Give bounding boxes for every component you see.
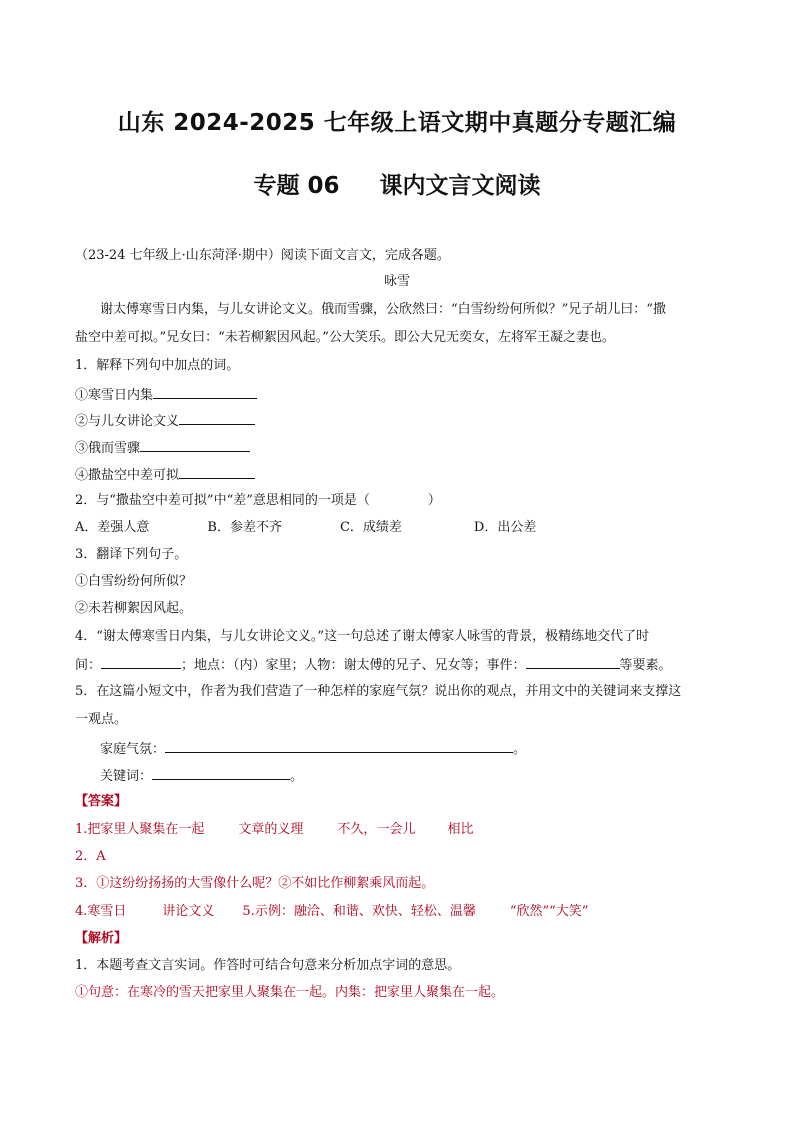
answer-blank[interactable] bbox=[153, 386, 257, 399]
answer-heading: 【答案】 bbox=[75, 794, 128, 809]
question-4: 4．“谢太傅寒雪日内集，与儿女讲论文义。”这一句总述了谢太傅家人咏雪的背景，极精练地交代了时 bbox=[75, 629, 650, 644]
analysis-heading: 【解析】 bbox=[75, 931, 128, 946]
q3-item-2: ②未若柳絮因风起。 bbox=[75, 601, 193, 616]
q1-item-4: ④撒盐空中差可拟 bbox=[75, 466, 255, 484]
answer-2: 2．A bbox=[75, 849, 106, 864]
q5-atmosphere: 家庭气氛： 。 bbox=[100, 742, 527, 757]
option-c[interactable]: C．成绩差 bbox=[339, 520, 402, 535]
topic-heading bbox=[0, 167, 794, 200]
option-b[interactable]: B．参差不齐 bbox=[207, 520, 282, 535]
answer-blank[interactable] bbox=[526, 656, 620, 669]
passage-title: 咏雪 bbox=[383, 274, 410, 289]
q3-item-1: ①白雪纷纷何所似？ bbox=[75, 574, 193, 589]
passage-source: （23-24 七年级上·山东菏泽·期中）阅读下面文言文，完成各题。 bbox=[75, 248, 450, 263]
q1-item-1: ①寒雪日内集 bbox=[75, 386, 257, 404]
answer-blank[interactable] bbox=[152, 767, 290, 780]
question-5-line-2: 一观点。 bbox=[75, 712, 128, 727]
answer-1: 1.把家里人聚集在一起 文章的义理 不久，一会儿 相比 bbox=[75, 822, 474, 837]
q2-options bbox=[75, 520, 536, 536]
question-2: 2．与“撒盐空中差可拟”中“差”意思相同的一项是（ ） bbox=[75, 493, 441, 508]
topic-number: 专题 06 bbox=[253, 173, 340, 199]
answer-blank[interactable] bbox=[179, 466, 255, 479]
option-a[interactable]: A．差强人意 bbox=[75, 520, 150, 535]
analysis-paragraph-1: 1．本题考查文言实词。作答时可结合句意来分析加点字词的意思。 bbox=[75, 958, 461, 973]
answer-4-5: 4.寒雪日 讲论文义 5.示例：融洽、和谐、欢快、轻松、温馨 “欣然”“大笑” bbox=[75, 904, 589, 919]
q1-item-2: ②与儿女讲论文义 bbox=[75, 412, 255, 430]
answer-blank[interactable] bbox=[140, 439, 250, 452]
passage-line-1: 谢太傅寒雪日内集，与儿女讲论文义。俄而雪骤，公欣然曰：“白雪纷纷何所似？”兄子胡儿曰：“撒 bbox=[100, 302, 666, 317]
question-4-line-2: 间： ；地点：（内）家里；人物：谢太傅的兄子、兄女等；事件： 等要素。 bbox=[75, 658, 672, 673]
topic-name: 课内文言文阅读 bbox=[379, 173, 541, 199]
question-1: 1．解释下列句中加点的词。 bbox=[75, 358, 240, 373]
document-title: 山东 2024-2025 七年级上语文期中真题分专题汇编 bbox=[117, 110, 677, 136]
option-d[interactable]: D．出公差 bbox=[473, 520, 537, 535]
answer-blank[interactable] bbox=[165, 740, 513, 753]
answer-blank[interactable] bbox=[101, 656, 181, 669]
passage-line-2: 盐空中差可拟。”兄女曰：“未若柳絮因风起。”公大笑乐。即公大兄无奕女，左将军王凝之妻也。 bbox=[75, 330, 615, 345]
question-3: 3．翻译下列句子。 bbox=[75, 547, 188, 562]
answer-blank[interactable] bbox=[179, 412, 255, 425]
q1-item-3: ③俄而雪骤 bbox=[75, 439, 250, 457]
analysis-paragraph-2: ①句意：在寒冷的雪天把家里人聚集在一起。内集：把家里人聚集在一起。 bbox=[75, 985, 505, 1000]
q5-keywords: 关键词： 。 bbox=[100, 769, 304, 784]
answer-3: 3．①这纷纷扬扬的大雪像什么呢？②不如比作柳絮乘风而起。 bbox=[75, 876, 435, 891]
question-5: 5．在这篇小短文中，作者为我们营造了一种怎样的家庭气氛？说出你的观点，并用文中的关键词来支撑这 bbox=[75, 684, 682, 699]
